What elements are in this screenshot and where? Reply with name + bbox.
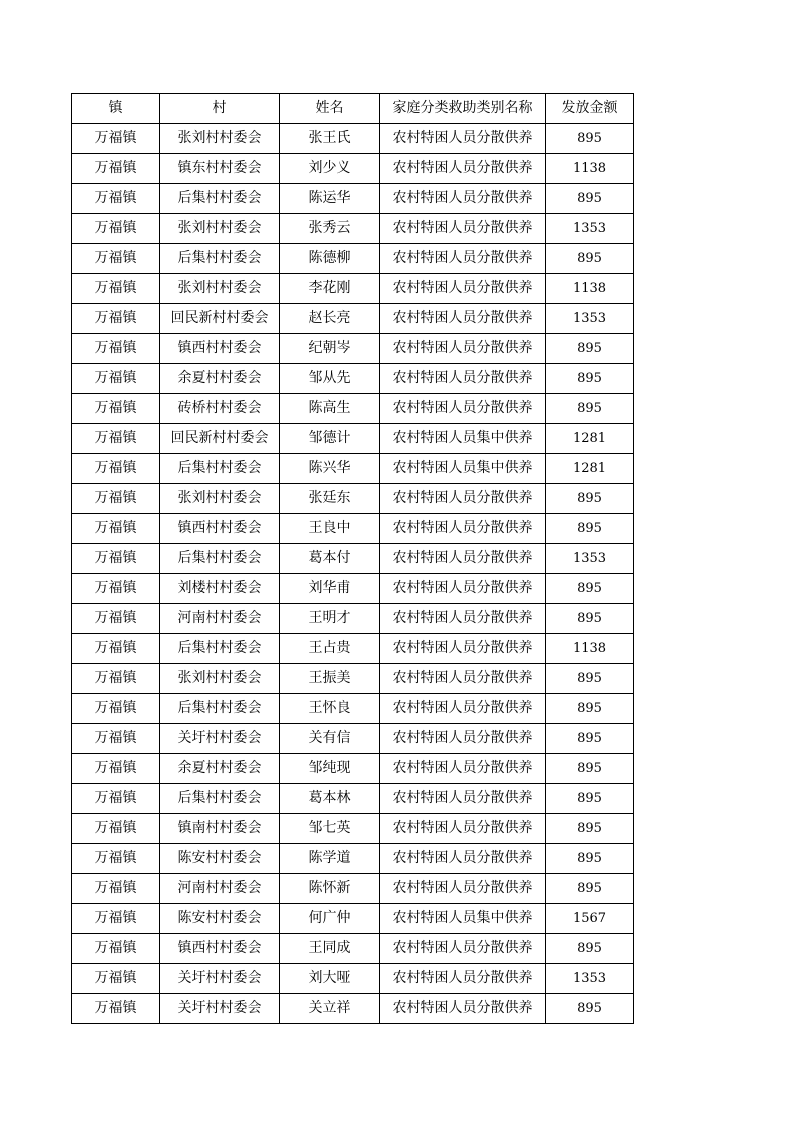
cell-category: 农村特困人员分散供养 [380, 934, 546, 964]
cell-category: 农村特困人员分散供养 [380, 964, 546, 994]
table-row [72, 244, 634, 274]
cell-category: 农村特困人员分散供养 [380, 124, 546, 154]
cell-village: 张刘村村委会 [160, 664, 280, 694]
cell-village: 后集村村委会 [160, 544, 280, 574]
table-row [72, 544, 634, 574]
cell-category: 农村特困人员分散供养 [380, 394, 546, 424]
header-category: 家庭分类救助类别名称 [380, 94, 546, 124]
cell-name: 陈学道 [280, 844, 380, 874]
cell-village: 砖桥村村委会 [160, 394, 280, 424]
cell-amount: 1567 [546, 904, 634, 934]
cell-name: 李花刚 [280, 274, 380, 304]
cell-town: 万福镇 [72, 904, 160, 934]
table-row [72, 814, 634, 844]
cell-amount: 895 [546, 754, 634, 784]
cell-town: 万福镇 [72, 814, 160, 844]
header-amount: 发放金额 [546, 94, 634, 124]
cell-amount: 1353 [546, 964, 634, 994]
cell-amount: 1138 [546, 274, 634, 304]
cell-village: 镇东村村委会 [160, 154, 280, 184]
cell-category: 农村特困人员分散供养 [380, 484, 546, 514]
cell-category: 农村特困人员分散供养 [380, 634, 546, 664]
cell-town: 万福镇 [72, 604, 160, 634]
table-row [72, 724, 634, 754]
table-row [72, 964, 634, 994]
cell-name: 邹从先 [280, 364, 380, 394]
cell-village: 镇西村村委会 [160, 334, 280, 364]
cell-town: 万福镇 [72, 634, 160, 664]
cell-village: 镇南村村委会 [160, 814, 280, 844]
table-row [72, 364, 634, 394]
table-row [72, 484, 634, 514]
cell-town: 万福镇 [72, 694, 160, 724]
cell-amount: 895 [546, 994, 634, 1024]
cell-town: 万福镇 [72, 484, 160, 514]
cell-category: 农村特困人员集中供养 [380, 454, 546, 484]
cell-name: 葛本林 [280, 784, 380, 814]
cell-name: 张廷东 [280, 484, 380, 514]
cell-town: 万福镇 [72, 184, 160, 214]
cell-village: 后集村村委会 [160, 184, 280, 214]
cell-amount: 895 [546, 244, 634, 274]
cell-name: 王怀良 [280, 694, 380, 724]
cell-category: 农村特困人员分散供养 [380, 994, 546, 1024]
table-row [72, 694, 634, 724]
cell-village: 余夏村村委会 [160, 364, 280, 394]
cell-category: 农村特困人员分散供养 [380, 334, 546, 364]
table-row [72, 664, 634, 694]
cell-town: 万福镇 [72, 364, 160, 394]
table-body [72, 124, 634, 1024]
cell-amount: 1138 [546, 634, 634, 664]
cell-town: 万福镇 [72, 514, 160, 544]
cell-name: 陈兴华 [280, 454, 380, 484]
cell-village: 陈安村村委会 [160, 844, 280, 874]
table-row [72, 454, 634, 484]
cell-amount: 1281 [546, 454, 634, 484]
cell-town: 万福镇 [72, 724, 160, 754]
cell-amount: 895 [546, 694, 634, 724]
cell-amount: 895 [546, 874, 634, 904]
cell-town: 万福镇 [72, 544, 160, 574]
cell-category: 农村特困人员分散供养 [380, 754, 546, 784]
cell-amount: 895 [546, 724, 634, 754]
cell-town: 万福镇 [72, 934, 160, 964]
cell-name: 刘华甫 [280, 574, 380, 604]
cell-name: 王良中 [280, 514, 380, 544]
cell-category: 农村特困人员分散供养 [380, 154, 546, 184]
cell-category: 农村特困人员分散供养 [380, 784, 546, 814]
cell-name: 纪朝岑 [280, 334, 380, 364]
cell-amount: 895 [546, 184, 634, 214]
cell-name: 王明才 [280, 604, 380, 634]
cell-category: 农村特困人员分散供养 [380, 304, 546, 334]
cell-town: 万福镇 [72, 424, 160, 454]
cell-category: 农村特困人员集中供养 [380, 904, 546, 934]
cell-category: 农村特困人员分散供养 [380, 574, 546, 604]
cell-amount: 895 [546, 814, 634, 844]
cell-category: 农村特困人员分散供养 [380, 184, 546, 214]
cell-amount: 895 [546, 394, 634, 424]
table-row [72, 394, 634, 424]
cell-amount: 1138 [546, 154, 634, 184]
cell-town: 万福镇 [72, 454, 160, 484]
cell-category: 农村特困人员分散供养 [380, 544, 546, 574]
cell-amount: 895 [546, 334, 634, 364]
cell-name: 张王氏 [280, 124, 380, 154]
cell-amount: 895 [546, 574, 634, 604]
cell-town: 万福镇 [72, 784, 160, 814]
table-row [72, 514, 634, 544]
cell-category: 农村特困人员分散供养 [380, 844, 546, 874]
cell-village: 张刘村村委会 [160, 124, 280, 154]
cell-town: 万福镇 [72, 214, 160, 244]
cell-name: 陈德柳 [280, 244, 380, 274]
table-row [72, 754, 634, 784]
assistance-table [71, 93, 634, 1024]
cell-village: 后集村村委会 [160, 454, 280, 484]
cell-category: 农村特困人员分散供养 [380, 724, 546, 754]
cell-town: 万福镇 [72, 844, 160, 874]
cell-amount: 895 [546, 604, 634, 634]
cell-category: 农村特困人员分散供养 [380, 814, 546, 844]
cell-category: 农村特困人员分散供养 [380, 214, 546, 244]
cell-name: 邹纯现 [280, 754, 380, 784]
cell-town: 万福镇 [72, 244, 160, 274]
cell-amount: 895 [546, 484, 634, 514]
cell-village: 镇西村村委会 [160, 934, 280, 964]
cell-name: 关有信 [280, 724, 380, 754]
cell-amount: 1353 [546, 214, 634, 244]
cell-category: 农村特困人员集中供养 [380, 424, 546, 454]
cell-town: 万福镇 [72, 964, 160, 994]
cell-village: 河南村村委会 [160, 874, 280, 904]
cell-village: 张刘村村委会 [160, 274, 280, 304]
cell-village: 关圩村村委会 [160, 994, 280, 1024]
header-row [72, 94, 634, 124]
cell-village: 余夏村村委会 [160, 754, 280, 784]
table-row [72, 574, 634, 604]
table-row [72, 184, 634, 214]
cell-category: 农村特困人员分散供养 [380, 364, 546, 394]
cell-name: 刘少义 [280, 154, 380, 184]
cell-town: 万福镇 [72, 154, 160, 184]
cell-village: 镇西村村委会 [160, 514, 280, 544]
cell-name: 葛本付 [280, 544, 380, 574]
cell-amount: 895 [546, 934, 634, 964]
cell-village: 张刘村村委会 [160, 214, 280, 244]
cell-amount: 1353 [546, 544, 634, 574]
cell-amount: 895 [546, 664, 634, 694]
table-row [72, 994, 634, 1024]
table-row [72, 274, 634, 304]
cell-name: 陈怀新 [280, 874, 380, 904]
table-row [72, 214, 634, 244]
cell-village: 回民新村村委会 [160, 424, 280, 454]
cell-village: 后集村村委会 [160, 634, 280, 664]
cell-town: 万福镇 [72, 664, 160, 694]
cell-name: 何广仲 [280, 904, 380, 934]
cell-village: 张刘村村委会 [160, 484, 280, 514]
cell-category: 农村特困人员分散供养 [380, 514, 546, 544]
cell-town: 万福镇 [72, 994, 160, 1024]
cell-village: 刘楼村村委会 [160, 574, 280, 604]
table-row [72, 124, 634, 154]
cell-name: 王振美 [280, 664, 380, 694]
cell-name: 陈高生 [280, 394, 380, 424]
cell-name: 赵长亮 [280, 304, 380, 334]
table-row [72, 904, 634, 934]
cell-village: 后集村村委会 [160, 244, 280, 274]
cell-town: 万福镇 [72, 274, 160, 304]
header-village: 村 [160, 94, 280, 124]
cell-amount: 1353 [546, 304, 634, 334]
header-name: 姓名 [280, 94, 380, 124]
cell-town: 万福镇 [72, 304, 160, 334]
cell-town: 万福镇 [72, 394, 160, 424]
table-row [72, 154, 634, 184]
cell-amount: 895 [546, 784, 634, 814]
cell-name: 王同成 [280, 934, 380, 964]
header-town: 镇 [72, 94, 160, 124]
cell-amount: 895 [546, 364, 634, 394]
cell-category: 农村特困人员分散供养 [380, 274, 546, 304]
table-row [72, 874, 634, 904]
cell-town: 万福镇 [72, 124, 160, 154]
cell-village: 后集村村委会 [160, 784, 280, 814]
cell-village: 陈安村村委会 [160, 904, 280, 934]
cell-category: 农村特困人员分散供养 [380, 664, 546, 694]
cell-category: 农村特困人员分散供养 [380, 244, 546, 274]
cell-name: 陈运华 [280, 184, 380, 214]
table-row [72, 784, 634, 814]
table-row [72, 844, 634, 874]
cell-category: 农村特困人员分散供养 [380, 694, 546, 724]
table-row [72, 934, 634, 964]
cell-name: 王占贵 [280, 634, 380, 664]
cell-village: 河南村村委会 [160, 604, 280, 634]
cell-town: 万福镇 [72, 874, 160, 904]
cell-town: 万福镇 [72, 334, 160, 364]
cell-amount: 895 [546, 844, 634, 874]
cell-name: 邹七英 [280, 814, 380, 844]
table-row [72, 424, 634, 454]
cell-town: 万福镇 [72, 754, 160, 784]
cell-category: 农村特困人员分散供养 [380, 874, 546, 904]
cell-village: 关圩村村委会 [160, 964, 280, 994]
cell-village: 后集村村委会 [160, 694, 280, 724]
cell-name: 关立祥 [280, 994, 380, 1024]
table-row [72, 334, 634, 364]
cell-village: 关圩村村委会 [160, 724, 280, 754]
cell-village: 回民新村村委会 [160, 304, 280, 334]
cell-name: 张秀云 [280, 214, 380, 244]
table-row [72, 634, 634, 664]
cell-amount: 895 [546, 514, 634, 544]
cell-amount: 895 [546, 124, 634, 154]
table-row [72, 304, 634, 334]
cell-category: 农村特困人员分散供养 [380, 604, 546, 634]
table-row [72, 604, 634, 634]
cell-name: 刘大哑 [280, 964, 380, 994]
cell-town: 万福镇 [72, 574, 160, 604]
cell-amount: 1281 [546, 424, 634, 454]
cell-name: 邹德计 [280, 424, 380, 454]
